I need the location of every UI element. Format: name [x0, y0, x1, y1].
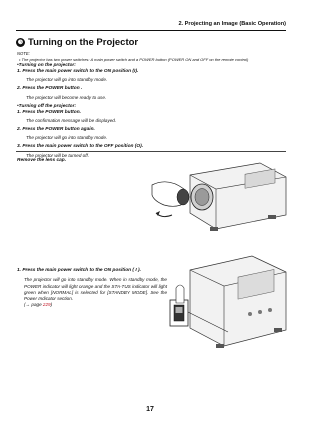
turn-off-heading: •Turning off the projector:	[17, 103, 77, 109]
page-reference-link[interactable]: 229	[42, 302, 51, 308]
section-title: Turning on the Projector	[28, 37, 139, 48]
page-number: 17	[146, 406, 154, 413]
turn-off-step-2-desc: The projector will go into standby mode.	[26, 135, 108, 141]
turn-off-step-2: 2. Press the POWER button again.	[17, 127, 95, 133]
page-reference	[17, 302, 167, 308]
note-text: • The projector has two power switches: A main power switch and a POWER button (POWER ON and OFF on the remote control)	[19, 57, 249, 62]
lens-cap-removal-illustration	[150, 155, 288, 235]
lens-cap-instruction: Remove the lens cap.	[17, 158, 67, 163]
running-head: 2. Projecting an Image (Basic Operation)	[178, 21, 286, 27]
turn-on-heading: •Turning on the projector:	[17, 63, 76, 68]
turn-off-step-1: 1. Press the POWER button.	[17, 109, 81, 115]
turn-off-step-1-desc: The confirmation message will be displayed.	[26, 118, 117, 124]
main-switch-step: 1. Press the main power switch to the ON position ( I ).	[17, 268, 141, 273]
section-title-row	[16, 37, 138, 48]
section-divider	[16, 151, 286, 152]
turn-off-step-3-desc: The projector will be turned off.	[26, 152, 90, 158]
page-reference-suffix: )	[50, 302, 53, 308]
section-number: ❸	[17, 40, 24, 46]
turn-on-step-1: 1. Press the main power switch to the ON position (I).	[17, 69, 139, 75]
main-power-switch-illustration	[168, 248, 288, 360]
page-reference-prefix: (→ page	[24, 302, 43, 308]
note-label: NOTE:	[17, 51, 30, 56]
turn-on-step-2: 2. Press the POWER button .	[17, 86, 83, 92]
header-rule	[16, 30, 286, 31]
turn-on-step-2-desc: The projector will become ready to use.	[26, 94, 107, 100]
turn-off-step-3: 3. Press the main power switch to the OFF position (O).	[17, 144, 144, 150]
turn-on-block	[17, 63, 287, 161]
turn-on-step-1-desc: The projector will go into standby mode.	[26, 77, 108, 83]
main-switch-desc: The projector will go into standby mode. When in standby mode, the POWER indicator will light orange and the STA-TUS indicator will light green when [NORMAL] is selected for [STANDBY MODE]. See the Power Indicator section.	[24, 277, 167, 302]
main-switch-block	[17, 268, 167, 308]
